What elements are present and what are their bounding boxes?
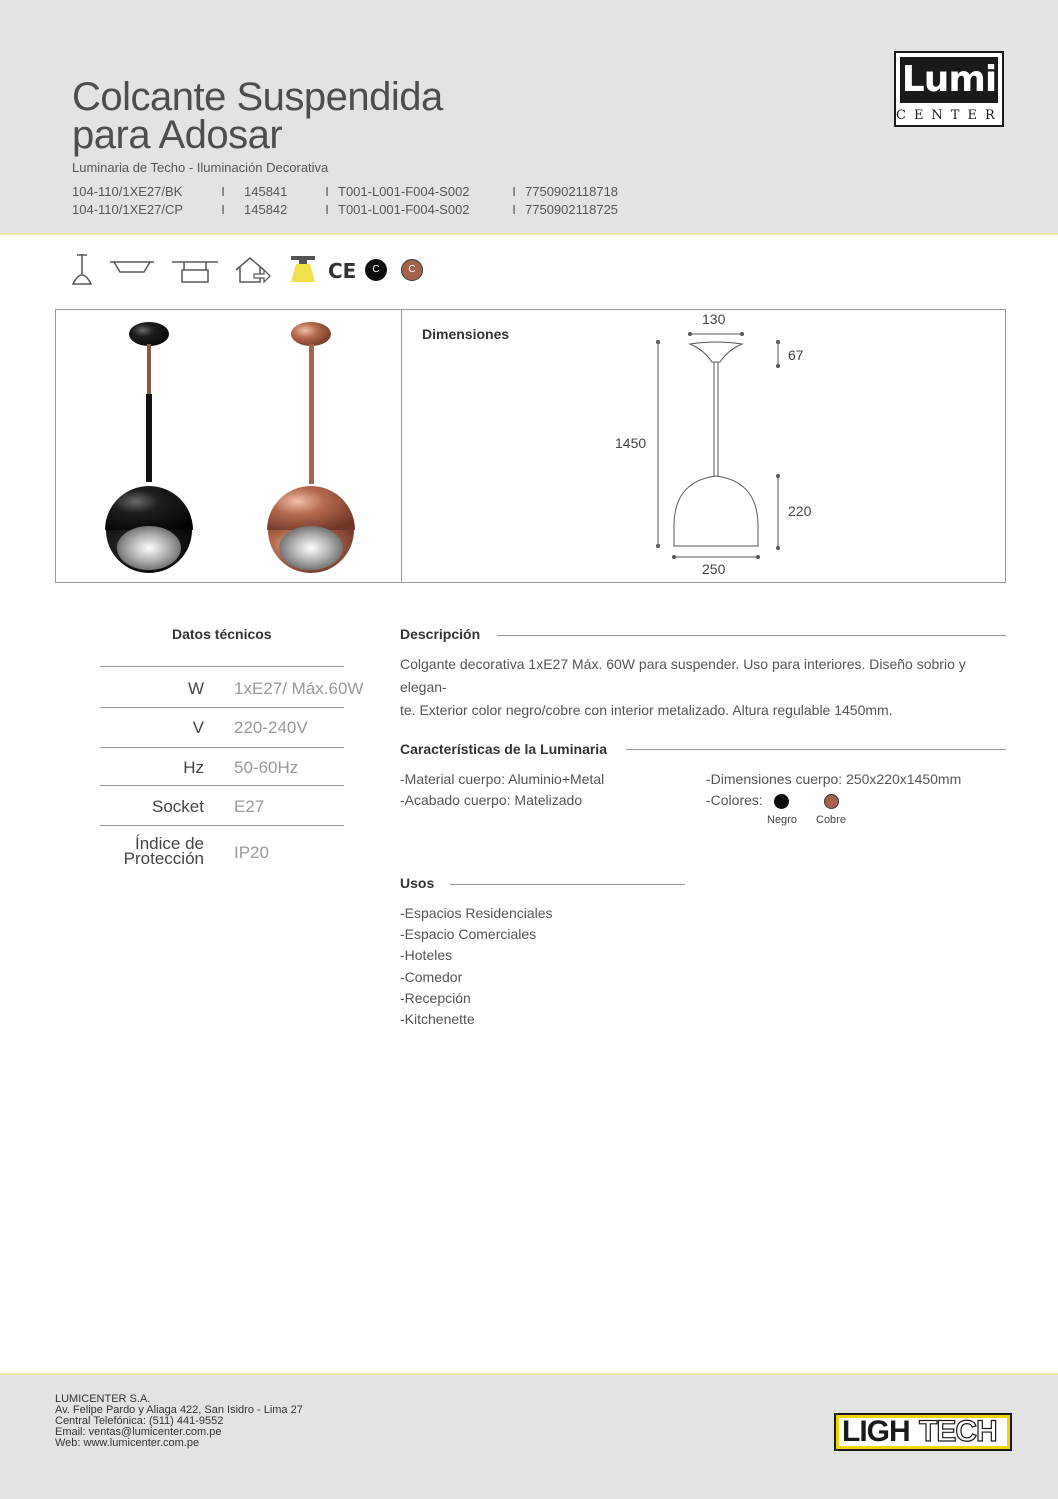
light-beam-icon [286, 252, 320, 288]
uses-list [400, 903, 553, 1030]
product-photos [90, 316, 390, 578]
dim-shade-height: 220 [788, 503, 812, 519]
feature-icons [70, 252, 470, 288]
spec-value-ip: IP20 [234, 843, 269, 862]
dim-total-height: 1450 [615, 435, 647, 451]
use-item: -Comedor [400, 968, 463, 985]
spec-label-socket: Socket [152, 797, 204, 816]
spec-label-v: V [192, 718, 204, 737]
spec-label-ip-line1: Índice de [135, 834, 204, 853]
spec-label-w: W [187, 679, 204, 698]
use-item: -Hoteles [400, 947, 453, 964]
title-line-1: Colcante Suspendida [72, 75, 443, 119]
dim-top-width: 130 [702, 311, 726, 327]
code-row [72, 201, 618, 219]
code-row [72, 183, 618, 201]
ceiling-surface-icon [108, 252, 156, 288]
page-title [72, 75, 443, 157]
description-line: Colgante decorativa 1xE27 Máx. 60W para suspender. Uso para interiores. Diseño sobrio y elegan- [400, 656, 966, 695]
black-pendant-photo [105, 322, 193, 573]
model-code: 104-110/1XE27/BK [72, 184, 183, 199]
spec-value-w: 1xE27/ Máx.60W [234, 679, 364, 698]
use-item: -Recepción [400, 989, 471, 1006]
dimension-drawing [640, 326, 790, 566]
separator: I [221, 184, 225, 199]
uses-title: Usos [400, 875, 435, 891]
spec-value-hz: 50-60Hz [234, 758, 299, 777]
company-web[interactable]: Web: www.lumicenter.com.pe [55, 1437, 200, 1449]
lumicenter-logo [894, 51, 1004, 127]
separator: I [221, 202, 225, 217]
spec-divider [100, 785, 344, 786]
color-copper-icon: C [401, 259, 423, 281]
description-line: te. Exterior color negro/cobre con interior metalizado. Altura regulable 1450mm. [400, 702, 893, 718]
separator: I [512, 202, 516, 217]
logo-wordmark: Lumi [900, 57, 998, 103]
swatch-label-copper: Cobre [816, 814, 846, 826]
product-codes [72, 183, 618, 219]
spec-divider [100, 666, 344, 667]
separator: I [325, 184, 329, 199]
pendant-icon [70, 252, 110, 288]
spec-label-ip [100, 836, 204, 866]
color-black-icon: C [365, 259, 387, 281]
logo-subword: CENTER [896, 108, 1003, 123]
spec-label-hz: Hz [183, 758, 204, 777]
lightech-wordmark [839, 1415, 1007, 1448]
dim-canopy-height: 67 [788, 347, 804, 363]
footer-contact [55, 1394, 303, 1449]
page-subtitle: Luminaria de Techo - Iluminación Decorativa [72, 160, 329, 175]
model-code: 104-110/1XE27/CP [72, 202, 184, 217]
feature-item: -Acabado cuerpo: Matelizado [400, 792, 583, 808]
lightech-logo [834, 1413, 1012, 1451]
use-item: -Kitchenette [400, 1011, 475, 1028]
spec-value-v: 220-240V [234, 718, 308, 737]
separator: I [325, 202, 329, 217]
image-box-divider [401, 309, 402, 583]
use-item: -Espacio Comerciales [400, 926, 537, 943]
description-title: Descripción [400, 626, 481, 642]
feature-item: -Material cuerpo: Aluminio+Metal [400, 771, 605, 787]
ce-mark-icon: CE [328, 259, 357, 283]
spec-value-socket: E27 [234, 797, 265, 816]
features-rule [626, 749, 1006, 750]
feature-colors-label: -Colores: [706, 792, 763, 808]
reference-code: T001-L001-F004-S002 [338, 184, 470, 199]
description-text [400, 653, 1010, 722]
lightech-part2: TECH [919, 1415, 997, 1448]
reference-code: T001-L001-F004-S002 [338, 202, 470, 217]
ean-code: 7750902118718 [525, 184, 619, 199]
spec-divider [100, 825, 344, 826]
lightech-part1: LIGH [842, 1415, 910, 1448]
spec-divider [100, 707, 344, 708]
swatch-copper [824, 794, 839, 809]
swatch-black [774, 794, 789, 809]
specs-title: Datos técnicos [172, 626, 272, 642]
swatch-label-black: Negro [767, 814, 797, 826]
copper-pendant-photo [267, 322, 355, 573]
company-email[interactable]: Email: ventas@lumicenter.com.pe [55, 1426, 222, 1438]
features-title: Características de la Luminaria [400, 741, 607, 757]
spec-label-ip-line2: Protección [123, 849, 204, 868]
company-name: LUMICENTER S.A. [55, 1393, 151, 1405]
dimensions-label: Dimensiones [422, 326, 510, 342]
indoor-house-icon [232, 252, 272, 288]
company-address: Av. Felipe Pardo y Aliaga 422, San Isidro - Lima 27 [55, 1404, 303, 1416]
feature-dimensions: -Dimensiones cuerpo: 250x220x1450mm [706, 771, 962, 787]
features-left [400, 769, 604, 811]
spec-divider [100, 747, 344, 748]
separator: I [512, 184, 516, 199]
uses-rule [450, 884, 685, 885]
dim-shade-width: 250 [702, 561, 726, 577]
title-line-2: para Adosar [72, 113, 283, 157]
product-id: 145842 [244, 202, 288, 217]
product-id: 145841 [244, 184, 288, 199]
ean-code: 7750902118725 [525, 202, 619, 217]
ceiling-track-icon [170, 252, 220, 288]
use-item: -Espacios Residenciales [400, 905, 553, 921]
description-rule [497, 635, 1006, 636]
company-phone: Central Telefónica: (511) 441-9552 [55, 1415, 224, 1427]
